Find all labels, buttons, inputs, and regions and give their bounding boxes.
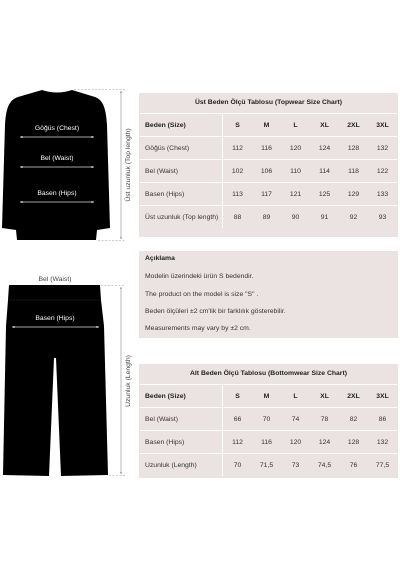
pants-length-label: Uzunluk (Length) — [125, 355, 132, 407]
top-length-label: Üst uzunluk (Top length) — [125, 128, 132, 202]
note-line: Measurements may vary by ±2 cm. — [145, 324, 251, 332]
table-cell: 124 — [318, 144, 331, 152]
table-cell: 112 — [232, 144, 243, 152]
shirt-waist-label: Bel (Waist) — [40, 155, 74, 162]
table-cell: 78 — [320, 415, 329, 423]
table-cell: 66 — [233, 415, 242, 423]
header-cell: Beden (Size) — [140, 385, 223, 407]
table-cell: 116 — [261, 144, 272, 152]
table-cell: 70 — [262, 415, 271, 423]
pants-silhouette — [3, 285, 108, 476]
header-cell: S — [235, 392, 240, 400]
header-cell: XL — [320, 392, 329, 400]
table-cell: 116 — [261, 438, 272, 446]
pants-waist-label: Bel (Waist) — [38, 276, 72, 283]
top-garment-figure — [2, 90, 132, 241]
table-cell: 133 — [376, 190, 389, 198]
header-cell: 3XL — [376, 121, 389, 129]
header-cell: M — [263, 121, 270, 129]
table-cell: 92 — [349, 213, 358, 221]
header-cell: L — [293, 392, 298, 400]
table-cell: 86 — [378, 415, 387, 423]
note-line: Modelin üzerindeki ürün S bedendir. — [145, 272, 254, 280]
note-line: The product on the model is size "S" . — [145, 290, 259, 298]
shirt-chest-label: Göğüs (Chest) — [34, 125, 80, 132]
table-row — [140, 453, 397, 476]
table-cell: 120 — [289, 438, 302, 446]
table-cell: 118 — [348, 167, 359, 175]
bottomwear-size-chart — [139, 364, 398, 478]
table-row — [140, 205, 397, 228]
topwear-size-table — [140, 113, 397, 228]
header-cell: XL — [320, 121, 329, 129]
table-cell: 90 — [291, 213, 300, 221]
table-cell: 76 — [349, 461, 358, 469]
table-row — [140, 136, 397, 159]
topwear-chart-title: Üst Beden Ölçü Tablosu (Topwear Size Chart) — [194, 99, 343, 106]
topwear-size-chart — [139, 93, 398, 237]
table-cell: 70 — [233, 461, 242, 469]
table-cell: 77,5 — [375, 461, 390, 469]
table-cell: 112 — [232, 438, 243, 446]
table-cell: 121 — [289, 190, 302, 198]
table-cell: 120 — [289, 144, 302, 152]
table-cell: 82 — [349, 415, 358, 423]
header-cell: 3XL — [376, 392, 389, 400]
pants-hips-label: Basen (Hips) — [35, 315, 75, 322]
table-cell: 71,5 — [259, 461, 274, 469]
header-cell: S — [235, 121, 240, 129]
table-cell: 114 — [319, 167, 330, 175]
shirt-hips-label: Basen (Hips) — [37, 190, 77, 197]
notes-heading: Açıklama — [145, 255, 175, 262]
table-cell: 93 — [378, 213, 387, 221]
table-row — [140, 430, 397, 453]
table-row — [140, 159, 397, 182]
table-header-row — [140, 384, 397, 407]
table-cell: 117 — [261, 190, 272, 198]
table-cell: 132 — [376, 144, 389, 152]
bottomwear-chart-title: Alt Beden Ölçü Tablosu (Bottomwear Size Chart) — [190, 370, 347, 377]
table-cell: 74 — [291, 415, 300, 423]
header-cell: 2XL — [347, 392, 360, 400]
notes-panel — [139, 251, 398, 338]
row-label-cell: Bel (Waist) — [140, 408, 223, 430]
table-cell: 88 — [233, 213, 242, 221]
header-cell: L — [293, 121, 298, 129]
table-cell: 110 — [290, 167, 301, 175]
row-label-cell: Göğüs (Chest) — [140, 137, 223, 159]
header-cell: M — [263, 392, 270, 400]
table-cell: 132 — [376, 438, 389, 446]
table-cell: 102 — [231, 167, 244, 175]
table-cell: 128 — [347, 438, 360, 446]
note-line: Beden ölçüleri ±2 cm'lik bir farklılık gösterebilir. — [145, 307, 286, 315]
table-row — [140, 407, 397, 430]
table-cell: 113 — [232, 190, 243, 198]
table-header-row — [140, 113, 397, 136]
table-cell: 89 — [262, 213, 271, 221]
table-cell: 91 — [320, 213, 329, 221]
table-cell: 125 — [318, 190, 331, 198]
table-cell: 128 — [347, 144, 360, 152]
table-cell: 129 — [347, 190, 360, 198]
bottom-garment-figure — [3, 276, 132, 476]
table-cell: 122 — [376, 167, 389, 175]
row-label-cell: Basen (Hips) — [140, 183, 223, 205]
row-label-cell: Üst uzunluk (Top length) — [140, 206, 223, 228]
row-label-cell: Bel (Waist) — [140, 160, 223, 182]
bottomwear-size-table — [140, 384, 397, 476]
table-cell: 106 — [260, 167, 273, 175]
table-cell: 74,5 — [317, 461, 332, 469]
row-label-cell: Uzunluk (Length) — [140, 454, 223, 476]
table-cell: 124 — [318, 438, 331, 446]
row-label-cell: Basen (Hips) — [140, 431, 223, 453]
header-cell: 2XL — [347, 121, 360, 129]
header-cell: Beden (Size) — [140, 114, 223, 136]
shirt-silhouette — [2, 90, 110, 240]
table-row — [140, 182, 397, 205]
table-cell: 73 — [291, 461, 300, 469]
